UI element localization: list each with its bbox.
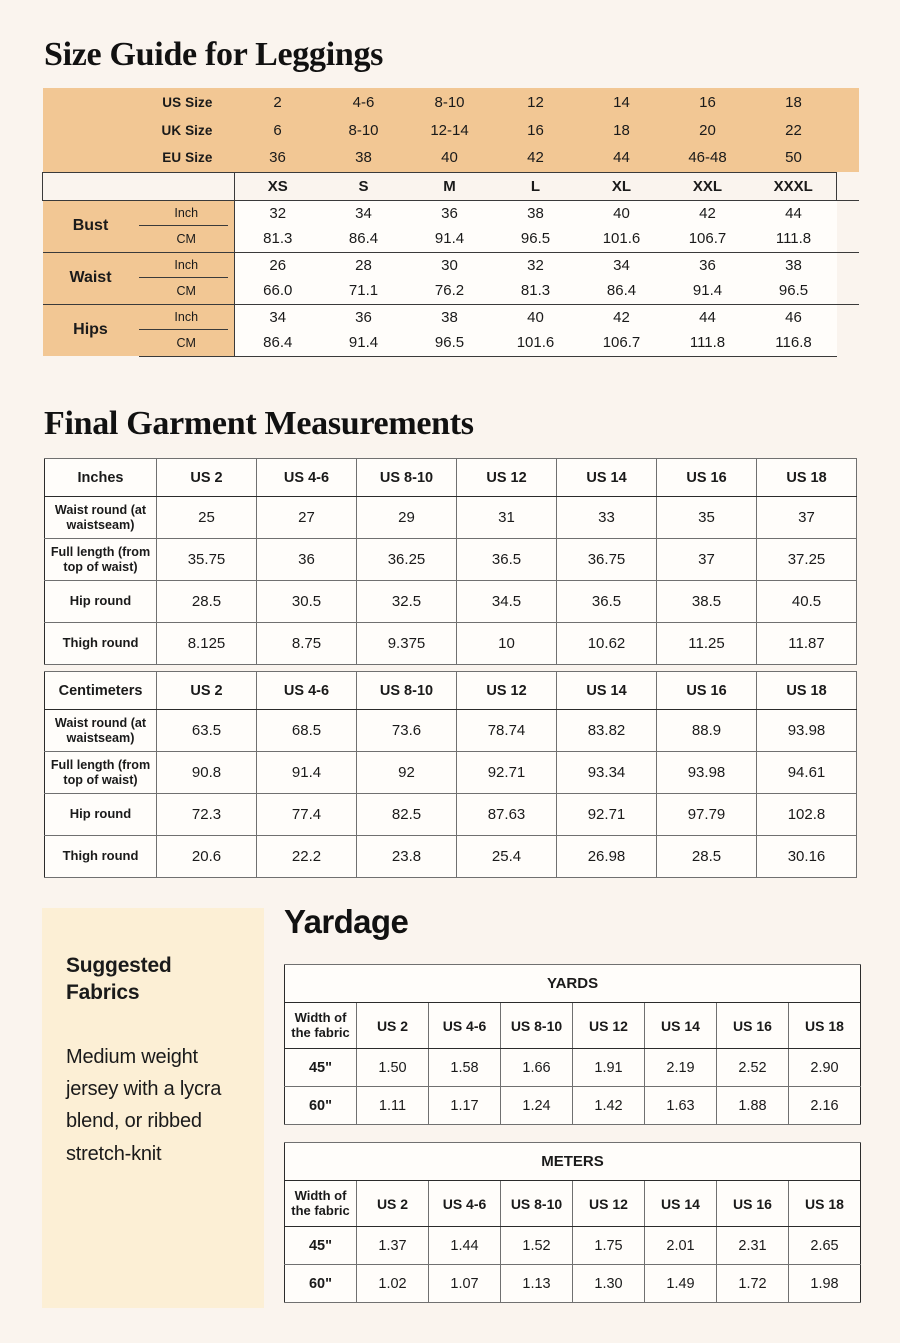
- measurement-value: 26: [235, 252, 321, 278]
- table-edge-filler: [837, 88, 859, 116]
- measurement-value: 102.8: [757, 794, 857, 836]
- measurement-value: 32: [493, 252, 579, 278]
- conversion-value: 44: [579, 144, 665, 172]
- size-guide-table: [42, 88, 859, 357]
- size-column-header: US 18: [757, 672, 857, 710]
- yardage-value: 1.58: [429, 1049, 501, 1087]
- measurement-value: 34: [579, 252, 665, 278]
- yardage-value: 1.17: [429, 1087, 501, 1125]
- body-measurement-rows: [43, 200, 859, 356]
- unit-label-cm: CM: [139, 330, 235, 356]
- conversion-value: 6: [235, 116, 321, 144]
- measurement-value: 97.79: [657, 794, 757, 836]
- yardage-value: 1.50: [357, 1049, 429, 1087]
- measurement-value: 37: [657, 539, 757, 581]
- measurement-value: 36.75: [557, 539, 657, 581]
- measurement-value: 31: [457, 497, 557, 539]
- measurement-value: 72.3: [157, 794, 257, 836]
- size-column-header: US 12: [573, 1181, 645, 1227]
- conversion-value: 36: [235, 144, 321, 172]
- size-column-header: US 8-10: [501, 1003, 573, 1049]
- alpha-size-row: [43, 172, 859, 200]
- table-row: [285, 1265, 861, 1303]
- garment-inches-wrap: [44, 458, 857, 665]
- yardage-value: 2.90: [789, 1049, 861, 1087]
- yardage-value: 1.11: [357, 1087, 429, 1125]
- size-column-header: US 16: [717, 1003, 789, 1049]
- garment-cm-table: [44, 671, 857, 878]
- yardage-value: 1.63: [645, 1087, 717, 1125]
- measurement-value: 83.82: [557, 710, 657, 752]
- measurement-value: 34.5: [457, 581, 557, 623]
- measurement-value: 30.16: [757, 836, 857, 878]
- conversion-row-label: US Size: [43, 88, 235, 116]
- measurement-value: 32.5: [357, 581, 457, 623]
- measurement-value: 8.125: [157, 623, 257, 665]
- conversion-value: 8-10: [407, 88, 493, 116]
- size-column-header: US 2: [357, 1003, 429, 1049]
- measurement-value: 28: [321, 252, 407, 278]
- garment-measurements-title: Final Garment Measurements: [44, 405, 474, 442]
- conversion-value: 38: [321, 144, 407, 172]
- measurement-value: 101.6: [493, 330, 579, 356]
- conversion-value: 16: [493, 116, 579, 144]
- table-edge-filler: [837, 200, 859, 226]
- measurement-value: 40: [579, 200, 665, 226]
- yardage-value: 1.02: [357, 1265, 429, 1303]
- measurement-value: 106.7: [579, 330, 665, 356]
- yardage-value: 1.72: [717, 1265, 789, 1303]
- table-row: [45, 794, 857, 836]
- conversion-value: 18: [579, 116, 665, 144]
- measurement-value: 66.0: [235, 278, 321, 304]
- yardage-value: 1.42: [573, 1087, 645, 1125]
- measurement-value: 106.7: [665, 226, 751, 252]
- table-header-row: [45, 459, 857, 497]
- measurement-value: 36: [321, 304, 407, 330]
- size-column-header: US 4-6: [429, 1181, 501, 1227]
- measurement-value: 87.63: [457, 794, 557, 836]
- measurement-value: 42: [579, 304, 665, 330]
- measurement-value: 96.5: [407, 330, 493, 356]
- measurement-value: 38: [407, 304, 493, 330]
- measurement-value: 37: [757, 497, 857, 539]
- width-of-fabric-header: Width of the fabric: [285, 1181, 357, 1227]
- measurement-value: 36: [257, 539, 357, 581]
- page-title: Size Guide for Leggings: [44, 36, 384, 73]
- table-edge-filler: [837, 304, 859, 330]
- yardage-value: 2.01: [645, 1227, 717, 1265]
- measurement-value: 36.25: [357, 539, 457, 581]
- measurement-value: 46: [751, 304, 837, 330]
- conversion-value: 42: [493, 144, 579, 172]
- unit-label-inch: Inch: [139, 252, 235, 278]
- alpha-size: XXL: [665, 172, 751, 200]
- conversion-value: 20: [665, 116, 751, 144]
- measurement-row-label: Full length (from top of waist): [45, 752, 157, 794]
- conversion-value: 4-6: [321, 88, 407, 116]
- yardage-value: 2.52: [717, 1049, 789, 1087]
- size-column-header: US 2: [157, 459, 257, 497]
- measurement-value: 30.5: [257, 581, 357, 623]
- yardage-value: 1.52: [501, 1227, 573, 1265]
- unit-header: Centimeters: [45, 672, 157, 710]
- yardage-value: 1.66: [501, 1049, 573, 1087]
- size-guide-table-wrap: [42, 88, 858, 357]
- table-header-row: [285, 1181, 861, 1227]
- size-conversion-row: [43, 88, 859, 116]
- measurement-value: 38: [751, 252, 837, 278]
- measurement-value: 111.8: [751, 226, 837, 252]
- width-of-fabric-header: Width of the fabric: [285, 1003, 357, 1049]
- measurement-value: 23.8: [357, 836, 457, 878]
- suggested-fabrics-panel: [42, 908, 264, 1308]
- size-column-header: US 4-6: [257, 672, 357, 710]
- measurement-value: 93.98: [757, 710, 857, 752]
- measurement-value: 63.5: [157, 710, 257, 752]
- measurement-value: 93.34: [557, 752, 657, 794]
- conversion-value: 50: [751, 144, 837, 172]
- yardage-value: 1.13: [501, 1265, 573, 1303]
- measurement-value: 25: [157, 497, 257, 539]
- measurement-value: 91.4: [321, 330, 407, 356]
- measurement-value: 32: [235, 200, 321, 226]
- conversion-value: 40: [407, 144, 493, 172]
- measurement-value: 96.5: [751, 278, 837, 304]
- measurement-value: 40: [493, 304, 579, 330]
- measurement-value: 91.4: [407, 226, 493, 252]
- conversion-value: 12-14: [407, 116, 493, 144]
- size-column-header: US 8-10: [357, 672, 457, 710]
- meters-table: [284, 1142, 861, 1303]
- measurement-value: 27: [257, 497, 357, 539]
- measurement-row-label: Hip round: [45, 581, 157, 623]
- measurement-row-label: Hip round: [45, 794, 157, 836]
- conversion-value: 46-48: [665, 144, 751, 172]
- yardage-title: Yardage: [284, 903, 409, 940]
- measurement-value: 91.4: [257, 752, 357, 794]
- size-conversion-row: [43, 116, 859, 144]
- conversion-row-label: EU Size: [43, 144, 235, 172]
- table-row: [45, 710, 857, 752]
- body-measurement-row: [43, 304, 859, 330]
- size-column-header: US 4-6: [429, 1003, 501, 1049]
- measurement-value: 37.25: [757, 539, 857, 581]
- size-column-header: US 14: [557, 672, 657, 710]
- size-conversion-rows: [43, 88, 859, 172]
- measurement-value: 68.5: [257, 710, 357, 752]
- size-column-header: US 12: [457, 672, 557, 710]
- yardage-value: 2.19: [645, 1049, 717, 1087]
- measurement-row-label: Waist round (at waistseam): [45, 710, 157, 752]
- conversion-value: 2: [235, 88, 321, 116]
- measurement-value: 22.2: [257, 836, 357, 878]
- unit-label-inch: Inch: [139, 200, 235, 226]
- unit-label-cm: CM: [139, 278, 235, 304]
- measurement-value: 30: [407, 252, 493, 278]
- measurement-value: 86.4: [321, 226, 407, 252]
- size-column-header: US 16: [657, 459, 757, 497]
- measurement-value: 78.74: [457, 710, 557, 752]
- body-measurement-row: [43, 200, 859, 226]
- measurement-value: 93.98: [657, 752, 757, 794]
- measurement-value: 38: [493, 200, 579, 226]
- body-part-label: Waist: [43, 252, 139, 304]
- unit-header: Inches: [45, 459, 157, 497]
- table-row: [45, 752, 857, 794]
- measurement-value: 86.4: [579, 278, 665, 304]
- size-column-header: US 14: [645, 1003, 717, 1049]
- size-column-header: US 18: [757, 459, 857, 497]
- size-column-header: US 12: [457, 459, 557, 497]
- conversion-value: 22: [751, 116, 837, 144]
- yardage-value: 1.88: [717, 1087, 789, 1125]
- fabric-width-label: 45": [285, 1227, 357, 1265]
- size-column-header: US 4-6: [257, 459, 357, 497]
- garment-inches-table: [44, 458, 857, 665]
- table-row: [45, 623, 857, 665]
- table-edge-filler: [837, 278, 859, 304]
- measurement-value: 81.3: [235, 226, 321, 252]
- yardage-value: 1.07: [429, 1265, 501, 1303]
- alpha-size: XXXL: [751, 172, 837, 200]
- measurement-value: 34: [321, 200, 407, 226]
- measurement-value: 34: [235, 304, 321, 330]
- measurement-value: 77.4: [257, 794, 357, 836]
- measurement-value: 35.75: [157, 539, 257, 581]
- measurement-value: 11.87: [757, 623, 857, 665]
- measurement-value: 71.1: [321, 278, 407, 304]
- measurement-value: 91.4: [665, 278, 751, 304]
- fabric-width-label: 60": [285, 1087, 357, 1125]
- yardage-value: 2.16: [789, 1087, 861, 1125]
- table-header-row: [45, 672, 857, 710]
- measurement-value: 44: [665, 304, 751, 330]
- measurement-value: 82.5: [357, 794, 457, 836]
- size-column-header: US 2: [157, 672, 257, 710]
- meters-table-wrap: [284, 1142, 861, 1303]
- conversion-value: 16: [665, 88, 751, 116]
- size-conversion-row: [43, 144, 859, 172]
- yardage-value: 1.98: [789, 1265, 861, 1303]
- measurement-value: 116.8: [751, 330, 837, 356]
- measurement-value: 86.4: [235, 330, 321, 356]
- measurement-row-label: Thigh round: [45, 836, 157, 878]
- size-column-header: US 16: [657, 672, 757, 710]
- measurement-value: 111.8: [665, 330, 751, 356]
- body-part-label: Hips: [43, 304, 139, 356]
- garment-cm-wrap: [44, 671, 857, 878]
- measurement-value: 92: [357, 752, 457, 794]
- size-column-header: US 18: [789, 1181, 861, 1227]
- size-column-header: US 16: [717, 1181, 789, 1227]
- fabric-width-label: 45": [285, 1049, 357, 1087]
- yardage-value: 2.31: [717, 1227, 789, 1265]
- table-header-row: [285, 1003, 861, 1049]
- table-row: [285, 1227, 861, 1265]
- measurement-row-label: Waist round (at waistseam): [45, 497, 157, 539]
- measurement-value: 20.6: [157, 836, 257, 878]
- body-measurement-row: [43, 252, 859, 278]
- measurement-value: 90.8: [157, 752, 257, 794]
- body-part-label: Bust: [43, 200, 139, 252]
- alpha-size: XL: [579, 172, 665, 200]
- body-measurement-row: [43, 226, 859, 252]
- measurement-value: 28.5: [657, 836, 757, 878]
- measurement-value: 38.5: [657, 581, 757, 623]
- unit-label-cm: CM: [139, 226, 235, 252]
- alpha-size: S: [321, 172, 407, 200]
- yardage-value: 1.37: [357, 1227, 429, 1265]
- conversion-value: 12: [493, 88, 579, 116]
- yardage-value: 1.75: [573, 1227, 645, 1265]
- table-caption: YARDS: [285, 965, 861, 1003]
- size-column-header: US 12: [573, 1003, 645, 1049]
- measurement-value: 42: [665, 200, 751, 226]
- table-edge-filler: [837, 252, 859, 278]
- table-row: [45, 497, 857, 539]
- measurement-row-label: Full length (from top of waist): [45, 539, 157, 581]
- conversion-row-label: UK Size: [43, 116, 235, 144]
- measurement-value: 73.6: [357, 710, 457, 752]
- measurement-value: 92.71: [557, 794, 657, 836]
- table-edge-filler: [837, 330, 859, 356]
- yardage-value: 2.65: [789, 1227, 861, 1265]
- body-measurement-row: [43, 278, 859, 304]
- size-column-header: US 14: [645, 1181, 717, 1227]
- measurement-value: 26.98: [557, 836, 657, 878]
- conversion-value: 18: [751, 88, 837, 116]
- measurement-value: 29: [357, 497, 457, 539]
- size-column-header: US 14: [557, 459, 657, 497]
- body-measurement-row: [43, 330, 859, 356]
- measurement-value: 36: [665, 252, 751, 278]
- table-edge-filler: [837, 116, 859, 144]
- size-column-header: US 2: [357, 1181, 429, 1227]
- measurement-value: 33: [557, 497, 657, 539]
- size-column-header: US 18: [789, 1003, 861, 1049]
- measurement-value: 25.4: [457, 836, 557, 878]
- measurement-value: 96.5: [493, 226, 579, 252]
- size-column-header: US 8-10: [501, 1181, 573, 1227]
- yardage-value: 1.44: [429, 1227, 501, 1265]
- measurement-value: 40.5: [757, 581, 857, 623]
- table-row: [45, 836, 857, 878]
- measurement-value: 10: [457, 623, 557, 665]
- measurement-value: 11.25: [657, 623, 757, 665]
- measurement-value: 36.5: [457, 539, 557, 581]
- yards-table: [284, 964, 861, 1125]
- measurement-value: 76.2: [407, 278, 493, 304]
- size-column-header: US 8-10: [357, 459, 457, 497]
- measurement-value: 36: [407, 200, 493, 226]
- alpha-blank-cell: [43, 172, 235, 200]
- measurement-value: 9.375: [357, 623, 457, 665]
- yardage-value: 1.91: [573, 1049, 645, 1087]
- table-row: [45, 581, 857, 623]
- conversion-value: 8-10: [321, 116, 407, 144]
- unit-label-inch: Inch: [139, 304, 235, 330]
- measurement-value: 101.6: [579, 226, 665, 252]
- table-row: [285, 1049, 861, 1087]
- yardage-value: 1.49: [645, 1265, 717, 1303]
- measurement-value: 10.62: [557, 623, 657, 665]
- fabric-width-label: 60": [285, 1265, 357, 1303]
- suggested-fabrics-heading: Suggested Fabrics: [66, 954, 172, 1005]
- table-row: [285, 1087, 861, 1125]
- table-caption: METERS: [285, 1143, 861, 1181]
- measurement-value: 28.5: [157, 581, 257, 623]
- measurement-value: 92.71: [457, 752, 557, 794]
- table-edge-filler: [837, 226, 859, 252]
- measurement-value: 8.75: [257, 623, 357, 665]
- yardage-value: 1.24: [501, 1087, 573, 1125]
- alpha-size-band: [43, 172, 859, 200]
- table-edge-filler: [837, 172, 859, 200]
- table-caption-row: [285, 1143, 861, 1181]
- measurement-value: 81.3: [493, 278, 579, 304]
- measurement-value: 44: [751, 200, 837, 226]
- measurement-value: 94.61: [757, 752, 857, 794]
- measurement-value: 35: [657, 497, 757, 539]
- measurement-value: 36.5: [557, 581, 657, 623]
- alpha-size: L: [493, 172, 579, 200]
- suggested-fabrics-body: Medium weight jersey with a lycra blend, or ribbed stretch-knit: [66, 1045, 222, 1165]
- table-caption-row: [285, 965, 861, 1003]
- alpha-size: XS: [235, 172, 321, 200]
- measurement-value: 88.9: [657, 710, 757, 752]
- measurement-row-label: Thigh round: [45, 623, 157, 665]
- alpha-size: M: [407, 172, 493, 200]
- table-row: [45, 539, 857, 581]
- conversion-value: 14: [579, 88, 665, 116]
- table-edge-filler: [837, 144, 859, 172]
- yardage-value: 1.30: [573, 1265, 645, 1303]
- yards-table-wrap: [284, 964, 861, 1125]
